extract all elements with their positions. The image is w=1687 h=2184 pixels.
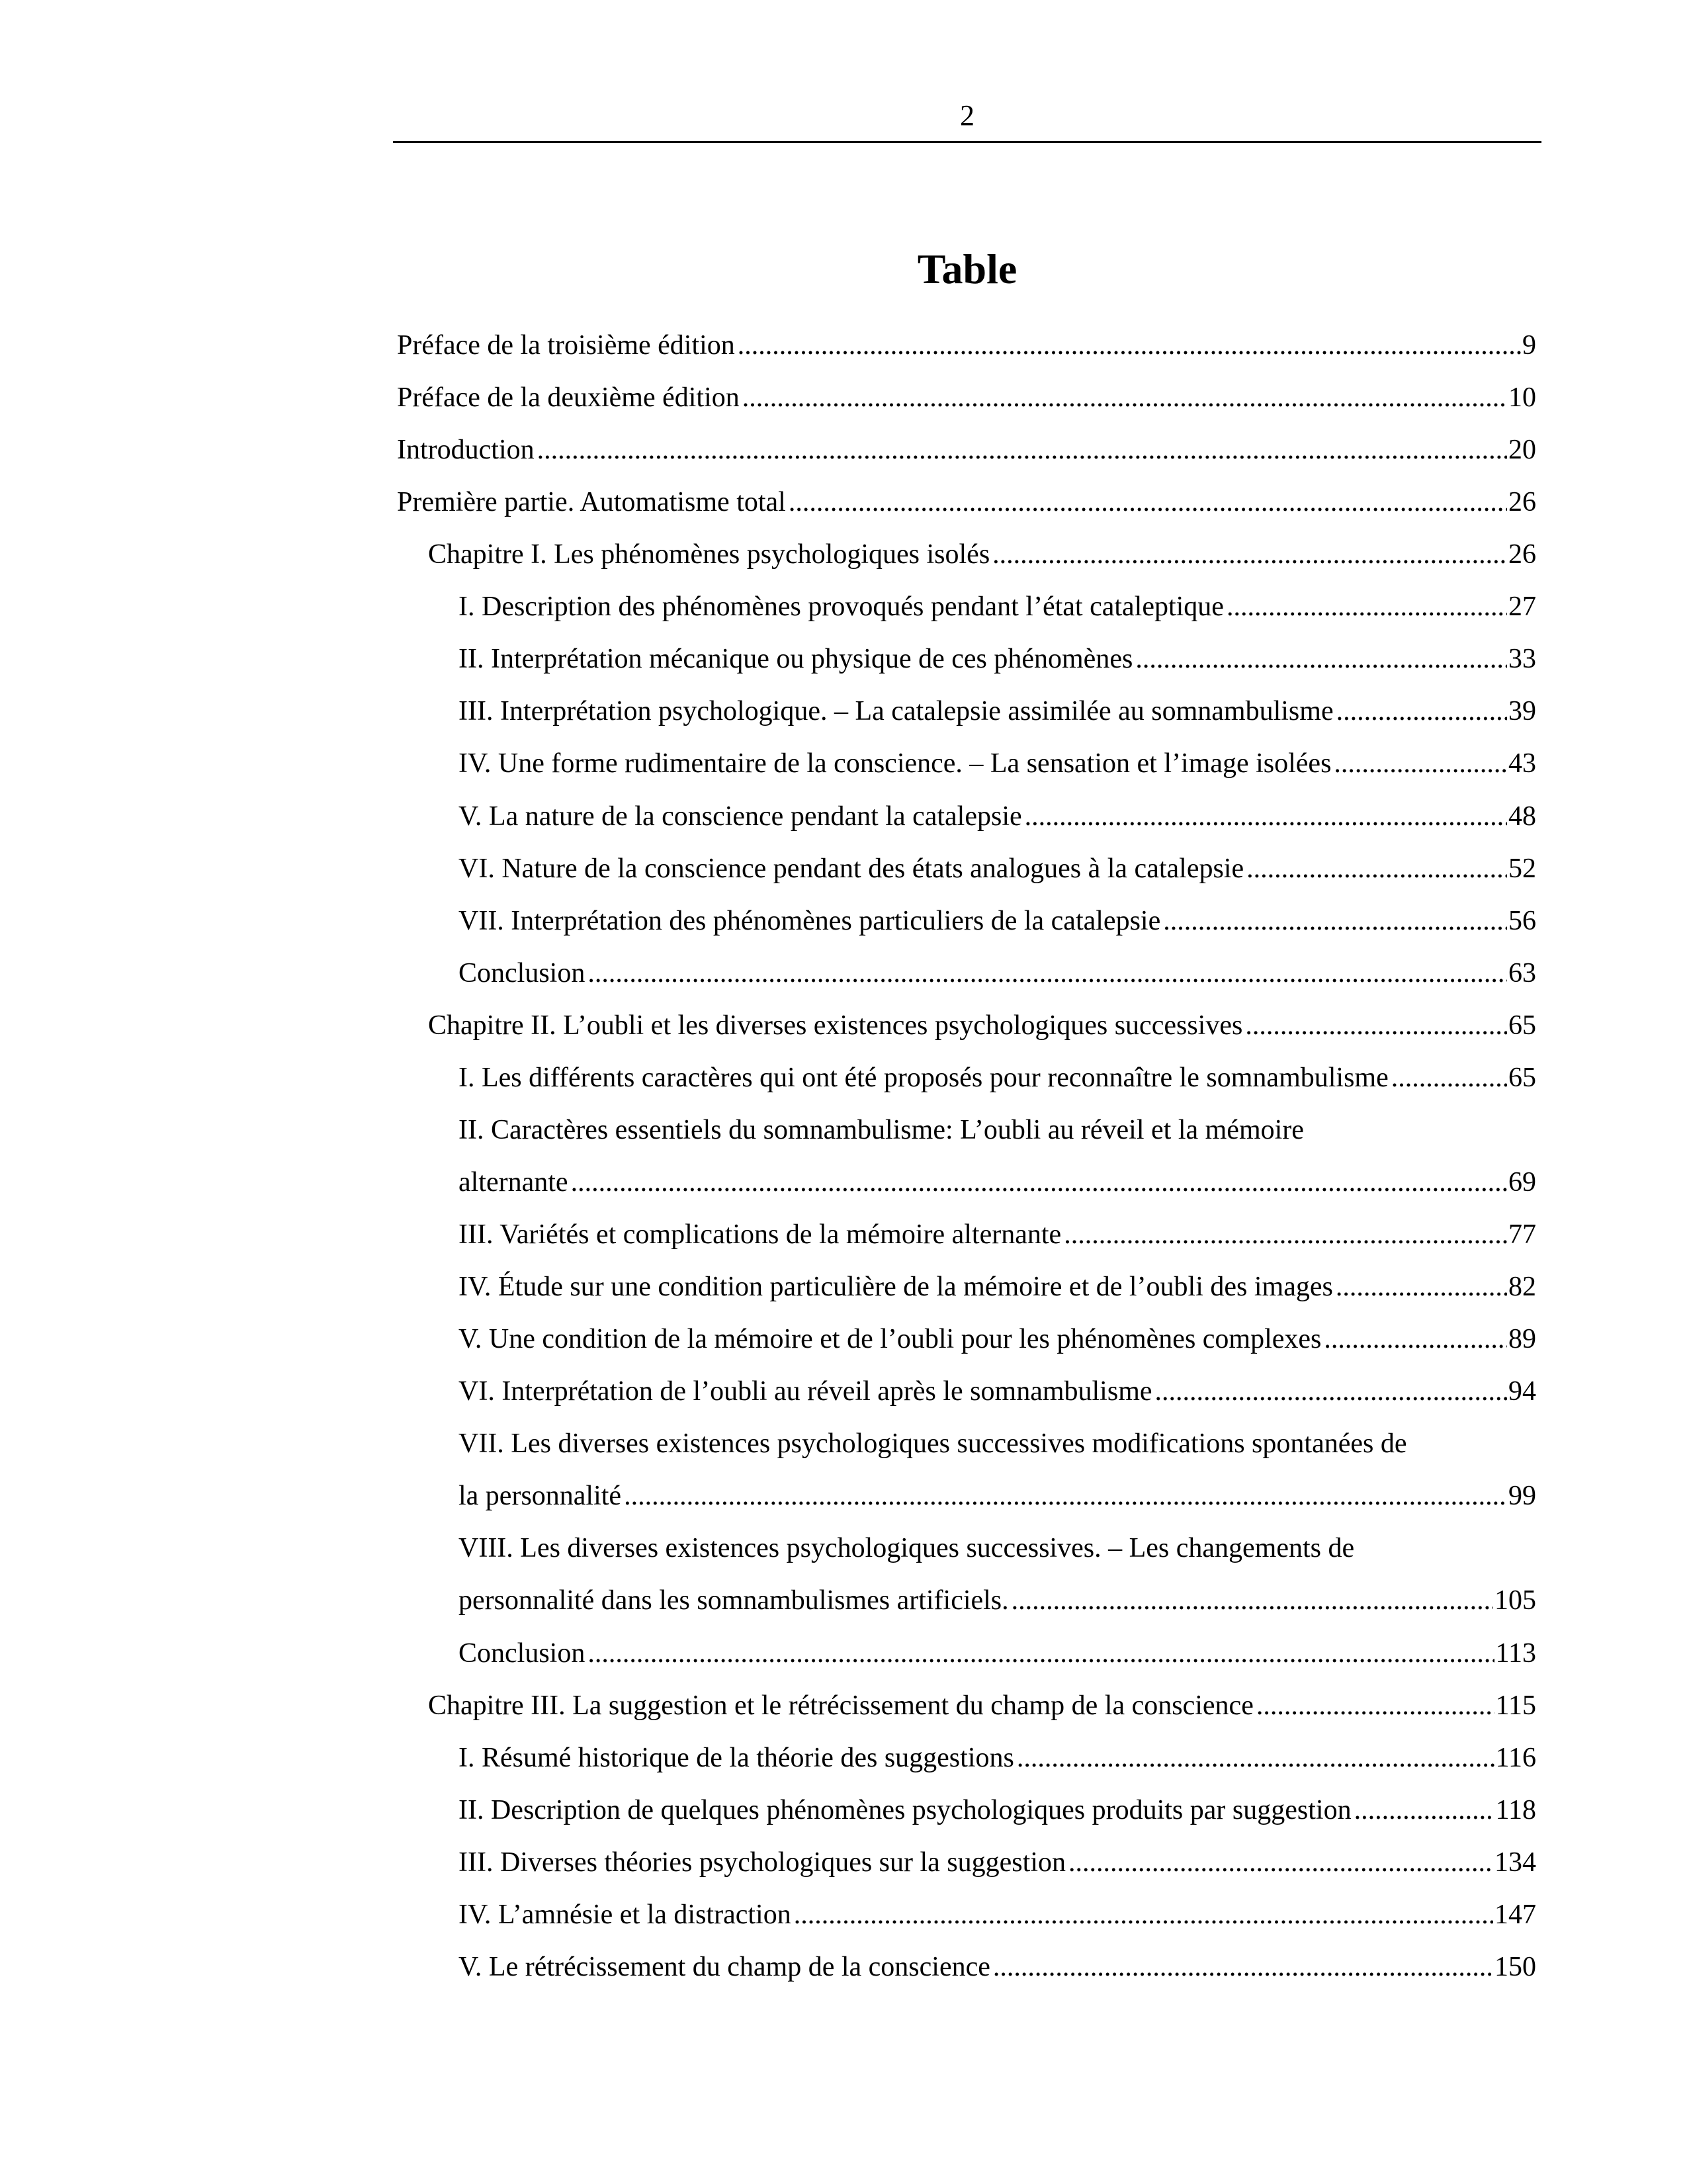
toc-page-number: 20 (1508, 435, 1536, 466)
toc-page-number: 33 (1508, 644, 1536, 675)
dot-leader (1354, 1794, 1494, 1827)
toc-entry-title: VII. Les diverses existences psychologiques successives modifications spontanées de (458, 1428, 1407, 1460)
toc-entry[interactable] (397, 362, 1536, 414)
toc-entry-continuation[interactable] (397, 1408, 1536, 1460)
toc-entry-title: VIII. Les diverses existences psychologiques successives. – Les changements de (458, 1533, 1355, 1564)
toc-entry[interactable] (397, 885, 1536, 938)
dot-leader (587, 957, 1507, 990)
toc-entry-title: IV. Une forme rudimentaire de la conscience. – La sensation et l’image isolées (458, 748, 1332, 779)
toc-page-number: 10 (1508, 382, 1536, 414)
toc-entry-title: III. Interprétation psychologique. – La catalepsie assimilée au somnambulisme (458, 696, 1334, 727)
toc-entry-title: V. Le rétrécissement du champ de la conscience (458, 1951, 990, 1982)
toc-page-number: 56 (1508, 905, 1536, 936)
toc-entry-title: V. La nature de la conscience pendant la catalepsie (458, 801, 1022, 832)
toc-entry-title: V. Une condition de la mémoire et de l’oubli pour les phénomènes complexes (458, 1324, 1322, 1355)
toc-entry-continuation[interactable] (397, 1512, 1536, 1565)
toc-page-number: 94 (1508, 1376, 1536, 1407)
toc-entry[interactable] (397, 1303, 1536, 1356)
toc-entry[interactable] (397, 1827, 1536, 1879)
toc-page-number: 52 (1508, 853, 1536, 884)
dot-leader (1227, 590, 1507, 623)
toc-entry-title: III. Variétés et complications de la mémoire alternante (458, 1219, 1062, 1250)
dot-leader (624, 1479, 1507, 1512)
toc-page-number: 134 (1494, 1847, 1536, 1878)
toc-entry-title: II. Caractères essentiels du somnambulisme: L’oubli au réveil et la mémoire (458, 1114, 1304, 1145)
toc-entry-title: I. Les différents caractères qui ont été proposés pour reconnaître le somnambulisme (458, 1062, 1389, 1093)
dot-leader (1017, 1741, 1494, 1774)
toc-entry-title: la personnalité (458, 1481, 622, 1512)
dot-leader (993, 1950, 1493, 1984)
dot-leader (794, 1898, 1493, 1931)
toc-page-number: 99 (1508, 1481, 1536, 1512)
toc-page-number: 150 (1494, 1951, 1536, 1982)
dot-leader (1068, 1846, 1493, 1879)
dot-leader (1391, 1061, 1507, 1094)
toc-entry[interactable] (397, 728, 1536, 780)
toc-entry[interactable] (397, 1670, 1536, 1722)
toc-entry[interactable] (397, 833, 1536, 885)
toc-page-number: 77 (1508, 1219, 1536, 1250)
dot-leader (571, 1166, 1507, 1199)
toc-page-number: 63 (1508, 957, 1536, 988)
toc-page-number: 43 (1508, 748, 1536, 779)
header-rule (393, 141, 1541, 143)
toc-entry-continuation[interactable] (397, 1094, 1536, 1147)
toc-page-number: 89 (1508, 1324, 1536, 1355)
toc-entry[interactable] (397, 414, 1536, 466)
dot-leader (1336, 695, 1507, 728)
toc-entry[interactable] (397, 623, 1536, 676)
toc-entry-title: VI. Nature de la conscience pendant des états analogues à la catalepsie (458, 853, 1244, 884)
toc-entry-title: Chapitre II. L’oubli et les diverses existences psychologiques successives (428, 1010, 1243, 1041)
toc-entry[interactable] (397, 1618, 1536, 1670)
toc-page-number: 82 (1508, 1272, 1536, 1303)
page-number: 2 (960, 99, 974, 132)
toc-entry-title: Conclusion (458, 1638, 585, 1669)
toc-entry[interactable] (397, 571, 1536, 623)
toc-page-number: 116 (1495, 1742, 1536, 1773)
toc-entry[interactable] (397, 310, 1536, 362)
toc-page-number: 65 (1508, 1010, 1536, 1041)
toc-entry[interactable] (397, 676, 1536, 728)
toc-entry-title: IV. Étude sur une condition particulière de la mémoire et de l’oubli des images (458, 1272, 1333, 1303)
toc-entry-title: Conclusion (458, 957, 585, 988)
dot-leader (1256, 1689, 1494, 1722)
toc-entry-title: IV. L’amnésie et la distraction (458, 1899, 791, 1930)
dot-leader (738, 329, 1521, 362)
toc-page-number: 105 (1494, 1585, 1536, 1616)
toc-entry[interactable] (397, 1147, 1536, 1199)
toc-entry[interactable] (397, 1565, 1536, 1617)
dot-leader (1334, 747, 1507, 780)
toc-entry[interactable] (397, 990, 1536, 1042)
toc-entry[interactable] (397, 1251, 1536, 1303)
toc-page-number: 69 (1508, 1166, 1536, 1198)
dot-leader (1155, 1375, 1507, 1408)
toc-page-number: 48 (1508, 801, 1536, 832)
dot-leader (1025, 800, 1507, 833)
toc-entry-title: VII. Interprétation des phénomènes particuliers de la catalepsie (458, 905, 1161, 936)
toc-page-number: 26 (1508, 539, 1536, 570)
dot-leader (537, 433, 1507, 466)
toc-entry-title: personnalité dans les somnambulismes artificiels. (458, 1585, 1009, 1616)
dot-leader (1135, 642, 1507, 676)
dot-leader (1246, 852, 1507, 885)
dot-leader (1324, 1323, 1507, 1356)
toc-entry-title: Préface de la troisième édition (397, 330, 735, 361)
dot-leader (992, 538, 1507, 571)
toc-page-number: 115 (1495, 1690, 1536, 1721)
toc-entry[interactable] (397, 1199, 1536, 1251)
toc-title: Table (917, 245, 1017, 292)
toc-entry[interactable] (397, 1774, 1536, 1827)
toc-entry-title: Introduction (397, 435, 535, 466)
toc-entry-title: Préface de la deuxième édition (397, 382, 740, 414)
toc-entry[interactable] (397, 781, 1536, 833)
dot-leader (1064, 1218, 1507, 1251)
toc-entry[interactable] (397, 1931, 1536, 1984)
dot-leader (587, 1637, 1494, 1670)
toc-entry-title: II. Description de quelques phénomènes psychologiques produits par suggestion (458, 1794, 1352, 1825)
dot-leader (1336, 1270, 1507, 1303)
toc-entry-title: I. Description des phénomènes provoqués pendant l’état cataleptique (458, 591, 1224, 623)
toc-page-number: 27 (1508, 591, 1536, 623)
toc-entry-title: I. Résumé historique de la théorie des suggestions (458, 1742, 1014, 1773)
toc-page-number: 113 (1495, 1638, 1536, 1669)
toc-entry[interactable] (397, 1879, 1536, 1931)
toc-entry-title: alternante (458, 1166, 568, 1198)
toc-entry[interactable] (397, 1356, 1536, 1408)
toc-page-number: 147 (1494, 1899, 1536, 1930)
toc-page-number: 39 (1508, 696, 1536, 727)
toc-entry-title: Chapitre I. Les phénomènes psychologiques isolés (428, 539, 990, 570)
dot-leader (742, 381, 1507, 414)
toc-page-number: 65 (1508, 1062, 1536, 1093)
toc-page-number: 118 (1495, 1794, 1536, 1825)
toc-entry-title: Première partie. Automatisme total (397, 487, 786, 518)
toc-entry[interactable] (397, 466, 1536, 519)
toc-entry[interactable] (397, 1722, 1536, 1774)
toc-entry[interactable] (397, 519, 1536, 571)
toc-page-number: 9 (1522, 330, 1536, 361)
dot-leader (1245, 1009, 1507, 1042)
dot-leader (789, 486, 1507, 519)
toc-entry-title: VI. Interprétation de l’oubli au réveil après le somnambulisme (458, 1376, 1152, 1407)
dot-leader (1163, 904, 1507, 938)
toc-entry[interactable] (397, 1042, 1536, 1094)
toc-entry-title: III. Diverses théories psychologiques sur la suggestion (458, 1847, 1066, 1878)
toc-entry-title: II. Interprétation mécanique ou physique de ces phénomènes (458, 644, 1133, 675)
toc-entry[interactable] (397, 938, 1536, 990)
toc-entry[interactable] (397, 1460, 1536, 1512)
dot-leader (1012, 1584, 1493, 1617)
toc-page-number: 26 (1508, 487, 1536, 518)
toc-entry-title: Chapitre III. La suggestion et le rétrécissement du champ de la conscience (428, 1690, 1254, 1721)
